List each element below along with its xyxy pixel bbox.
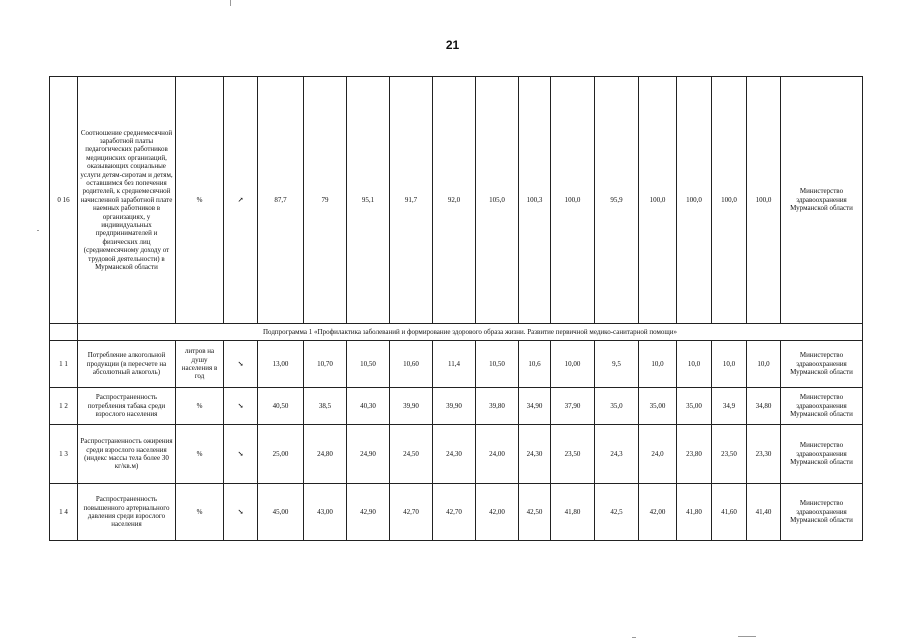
value-cell: 13,00 bbox=[258, 341, 304, 388]
value-cell: 38,5 bbox=[304, 388, 347, 425]
value-cell: 40,30 bbox=[347, 388, 390, 425]
value-cell: 10,70 bbox=[304, 341, 347, 388]
value-cell: 35,00 bbox=[677, 388, 712, 425]
indicator-name: Соотношение среднемесячной заработной платы педагогических работников медицинских организаций, оказывающих социальные услуги детям-сиротам и детям, оставшимся без попечения родителей, к среднемесячной начисленной заработной плате наемных работников в организациях, у индивидуальных предпринимателей и физических лиц (среднемесячному доходу от трудовой деятельности) в Мурманской области bbox=[78, 77, 176, 324]
value-cell: 92,0 bbox=[433, 77, 476, 324]
unit-cell: % bbox=[176, 77, 224, 324]
value-cell: 23,80 bbox=[677, 425, 712, 484]
value-cell: 39,90 bbox=[390, 388, 433, 425]
table-row bbox=[50, 341, 863, 388]
table-row bbox=[50, 388, 863, 425]
row-number: 1 4 bbox=[50, 484, 78, 541]
table-row bbox=[50, 425, 863, 484]
value-cell: 100,0 bbox=[712, 77, 747, 324]
value-cell: 42,00 bbox=[639, 484, 677, 541]
value-cell: 42,00 bbox=[476, 484, 519, 541]
value-cell: 10,60 bbox=[390, 341, 433, 388]
value-cell: 39,90 bbox=[433, 388, 476, 425]
value-cell: 10,0 bbox=[677, 341, 712, 388]
unit-cell: % bbox=[176, 425, 224, 484]
value-cell: 41,80 bbox=[551, 484, 595, 541]
value-cell: 25,00 bbox=[258, 425, 304, 484]
value-cell: 23,50 bbox=[551, 425, 595, 484]
page-number: 21 bbox=[445, 38, 460, 52]
value-cell: 79 bbox=[304, 77, 347, 324]
value-cell: 87,7 bbox=[258, 77, 304, 324]
value-cell: 10,0 bbox=[712, 341, 747, 388]
value-cell: 35,0 bbox=[595, 388, 639, 425]
responsible-cell: Министерство здравоохранения Мурманской области bbox=[781, 77, 863, 324]
responsible-cell: Министерство здравоохранения Мурманской области bbox=[781, 388, 863, 425]
value-cell: 37,90 bbox=[551, 388, 595, 425]
value-cell: 10,00 bbox=[551, 341, 595, 388]
unit-cell: % bbox=[176, 484, 224, 541]
row-number: 1 3 bbox=[50, 425, 78, 484]
scan-speck bbox=[37, 230, 39, 231]
indicator-name: Потребление алкогольной продукции (в пересчете на абсолютный алкоголь) bbox=[78, 341, 176, 388]
value-cell: 100,0 bbox=[747, 77, 781, 324]
value-cell: 34,90 bbox=[519, 388, 551, 425]
value-cell: 42,70 bbox=[433, 484, 476, 541]
responsible-cell: Министерство здравоохранения Мурманской области bbox=[781, 484, 863, 541]
trend-arrow-icon: ↗ bbox=[224, 77, 258, 324]
value-cell: 95,9 bbox=[595, 77, 639, 324]
value-cell: 45,00 bbox=[258, 484, 304, 541]
value-cell: 24,90 bbox=[347, 425, 390, 484]
responsible-cell: Министерство здравоохранения Мурманской области bbox=[781, 425, 863, 484]
indicator-name: Распространенность потребления табака среди взрослого населения bbox=[78, 388, 176, 425]
value-cell: 42,5 bbox=[595, 484, 639, 541]
value-cell: 105,0 bbox=[476, 77, 519, 324]
value-cell: 100,0 bbox=[551, 77, 595, 324]
value-cell: 24,00 bbox=[476, 425, 519, 484]
indicator-name: Распространенность повышенного артериального давления среди взрослого населения bbox=[78, 484, 176, 541]
value-cell: 39,80 bbox=[476, 388, 519, 425]
empty-cell bbox=[50, 324, 78, 341]
value-cell: 24,50 bbox=[390, 425, 433, 484]
trend-arrow-icon: ↘ bbox=[224, 484, 258, 541]
value-cell: 24,30 bbox=[433, 425, 476, 484]
value-cell: 24,3 bbox=[595, 425, 639, 484]
value-cell: 100,0 bbox=[639, 77, 677, 324]
table-row bbox=[50, 484, 863, 541]
row-number: 1 1 bbox=[50, 341, 78, 388]
row-number: 1 2 bbox=[50, 388, 78, 425]
value-cell: 41,80 bbox=[677, 484, 712, 541]
value-cell: 24,30 bbox=[519, 425, 551, 484]
value-cell: 9,5 bbox=[595, 341, 639, 388]
value-cell: 42,50 bbox=[519, 484, 551, 541]
trend-arrow-icon: ↘ bbox=[224, 341, 258, 388]
value-cell: 95,1 bbox=[347, 77, 390, 324]
value-cell: 41,40 bbox=[747, 484, 781, 541]
trend-arrow-icon: ↘ bbox=[224, 425, 258, 484]
unit-cell: литров на душу населения в год bbox=[176, 341, 224, 388]
value-cell: 42,90 bbox=[347, 484, 390, 541]
value-cell: 100,0 bbox=[677, 77, 712, 324]
value-cell: 34,80 bbox=[747, 388, 781, 425]
value-cell: 43,00 bbox=[304, 484, 347, 541]
value-cell: 10,0 bbox=[747, 341, 781, 388]
value-cell: 10,6 bbox=[519, 341, 551, 388]
value-cell: 23,30 bbox=[747, 425, 781, 484]
scan-speck bbox=[632, 637, 636, 638]
value-cell: 100,3 bbox=[519, 77, 551, 324]
trend-arrow-icon: ↘ bbox=[224, 388, 258, 425]
value-cell: 24,80 bbox=[304, 425, 347, 484]
value-cell: 91,7 bbox=[390, 77, 433, 324]
indicator-name: Распространенность ожирения среди взрослого населения (индекс массы тела более 30 кг/кв.м) bbox=[78, 425, 176, 484]
scan-speck bbox=[738, 636, 756, 637]
value-cell: 23,50 bbox=[712, 425, 747, 484]
value-cell: 35,00 bbox=[639, 388, 677, 425]
subprogram-title: Подпрограмма 1 «Профилактика заболеваний и формирование здорового образа жизни. Развитие первичной медико-санитарной помощи» bbox=[78, 324, 863, 341]
value-cell: 41,60 bbox=[712, 484, 747, 541]
indicators-table bbox=[49, 76, 863, 541]
value-cell: 34,9 bbox=[712, 388, 747, 425]
value-cell: 10,50 bbox=[347, 341, 390, 388]
value-cell: 24,0 bbox=[639, 425, 677, 484]
value-cell: 10,0 bbox=[639, 341, 677, 388]
subprogram-row bbox=[50, 324, 863, 341]
value-cell: 40,50 bbox=[258, 388, 304, 425]
value-cell: 11,4 bbox=[433, 341, 476, 388]
value-cell: 10,50 bbox=[476, 341, 519, 388]
responsible-cell: Министерство здравоохранения Мурманской области bbox=[781, 341, 863, 388]
scan-speck bbox=[230, 0, 231, 6]
unit-cell: % bbox=[176, 388, 224, 425]
value-cell: 42,70 bbox=[390, 484, 433, 541]
row-number: 0 16 bbox=[50, 77, 78, 324]
table-row bbox=[50, 77, 863, 324]
